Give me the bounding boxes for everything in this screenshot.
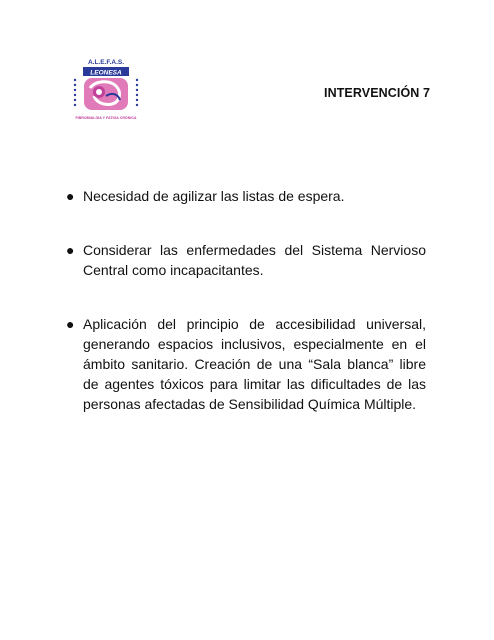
alefas-logo-graphic: [66, 56, 146, 126]
list-item: [66, 240, 426, 280]
bullet-list: [66, 186, 426, 414]
logo-top-text: A.L.E.F.A.S.: [87, 59, 125, 66]
logo-banner-text: LEONESA: [90, 69, 122, 77]
page-title: INTERVENCIÓN 7: [324, 86, 431, 100]
logo-emblem: [84, 78, 128, 110]
list-item: [66, 314, 426, 414]
list-item: [66, 186, 426, 206]
alefas-logo: [66, 56, 146, 126]
logo-bottom-text: FIBROMIALGIA Y FATIGA CRÓNICA: [75, 116, 137, 120]
logo-left-dots: [74, 79, 76, 106]
bullet-icon: ●: [66, 188, 75, 204]
bullet-icon: ●: [66, 316, 75, 332]
list-item-text: Considerar las enfermedades del Sistema Nervioso Central como incapacitantes.: [83, 242, 426, 278]
logo-right-dots: [136, 79, 138, 106]
bullet-icon: ●: [66, 242, 75, 258]
list-item-text: Aplicación del principio de accesibilidad universal, generando espacios inclusivos, especialmente en el ámbito sanitario. Creación de una “Sala blanca” libre de agentes tóxicos para limitar las dificultades de las personas afectadas de Sensibilidad Química Múltiple.: [83, 316, 426, 412]
list-item-text: Necesidad de agilizar las listas de espera.: [83, 188, 345, 204]
